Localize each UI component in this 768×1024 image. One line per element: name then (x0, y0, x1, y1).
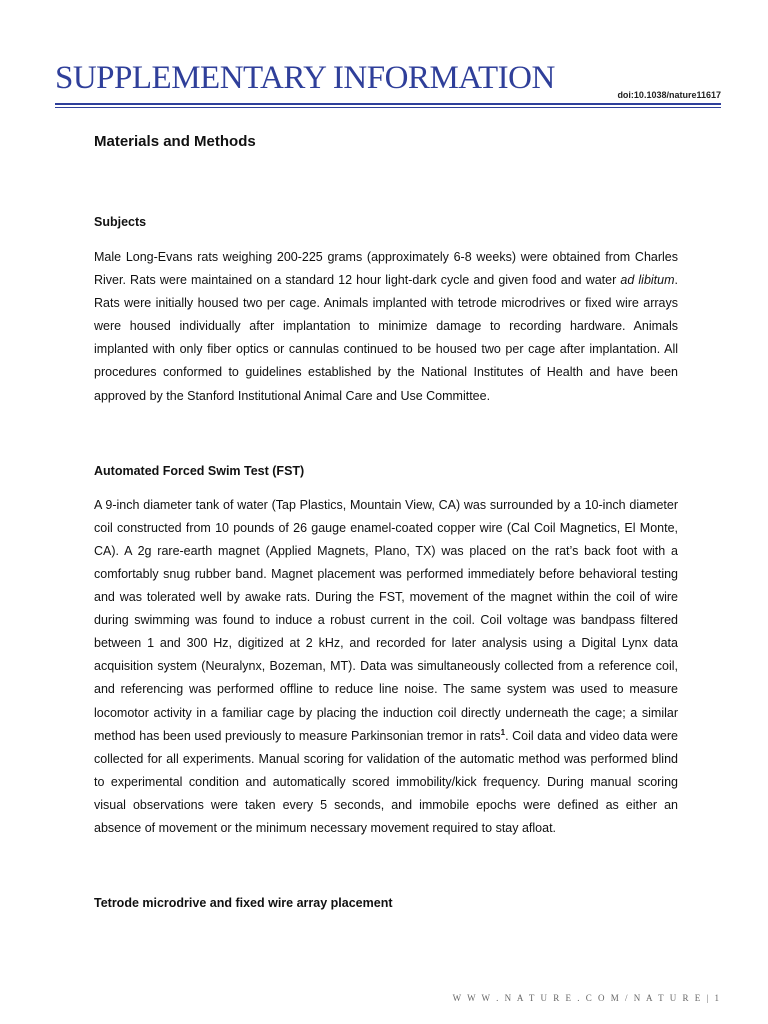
subsection-title-subjects: Subjects (94, 215, 147, 229)
paragraph-text: Male Long-Evans rats weighing 200-225 grams (approximately 6-8 weeks) were obtained from Charles River. Rats were maintained on a standard 12 hour light-dark cycle and given food and water (94, 250, 678, 288)
page-header (55, 60, 721, 105)
supplementary-information-title: SUPPLEMENTARY INFORMATION (55, 60, 555, 96)
page-footer: W W W . N A T U R E . C O M / N A T U R E | 1 (452, 993, 721, 1003)
paragraph-text: . Coil data and video data were collected for all experiments. Manual scoring for validation of the automatic method was performed blind to experimental condition and automatically scored immobility/kick frequency. During manual scoring visual observations were taken every 5 seconds, and immobile epochs were defined as either an absence of movement or the minimum necessary movement required to stay afloat. (94, 728, 678, 835)
header-rule-thick (55, 103, 721, 105)
subsection-title-fst: Automated Forced Swim Test (FST) (94, 463, 305, 478)
main-content (94, 132, 678, 912)
section-title: Materials and Methods (94, 133, 256, 150)
header-rule-thin (55, 107, 721, 108)
paragraph-subjects (94, 246, 678, 408)
subsection-title-tetrode: Tetrode microdrive and fixed wire array placement (94, 896, 393, 911)
paragraph-fst (94, 494, 678, 840)
italic-term: ad libitum (620, 273, 675, 288)
doi-label: doi:10.1038/nature11617 (617, 90, 721, 100)
citation-superscript: 1 (500, 727, 506, 737)
paragraph-text: A 9-inch diameter tank of water (Tap Plastics, Mountain View, CA) was surrounded by a 10-inch diameter coil constructed from 10 pounds of 26 gauge enamel-coated copper wire (Cal Coil Magnetics, El Monte, CA). A 2g rare-earth magnet (Applied Magnets, Plano, TX) was placed on the rat’s back foot with a comfortably snug rubber band. Magnet placement was performed immediately before behavioral testing and was tolerated well by awake rats. During the FST, movement of the magnet within the coil of wire during swimming was found to induce a robust current in the coil. Coil voltage was bandpass filtered between 1 and 300 Hz, digitized at 2 kHz, and recorded for later analysis using a Digital Lynx data acquisition system (Neuralynx, Bozeman, MT). Data was simultaneously collected from a reference coil, and referencing was performed offline to reduce line noise. The same system was used to measure locomotor activity in a familiar cage by placing the induction coil directly underneath the cage; a similar method has been used previously to measure Parkinsonian tremor in rats (94, 497, 678, 743)
paragraph-text: . Rats were initially housed two per cage. Animals implanted with tetrode microdrives or fixed wire arrays were housed individually after implantation to minimize damage to recording hardware. Animals implanted with only fiber optics or cannulas continued to be housed two per cage after implantation. All procedures conformed to guidelines established by the National Institutes of Health and have been approved by the Stanford Institutional Animal Care and Use Committee. (94, 273, 678, 403)
